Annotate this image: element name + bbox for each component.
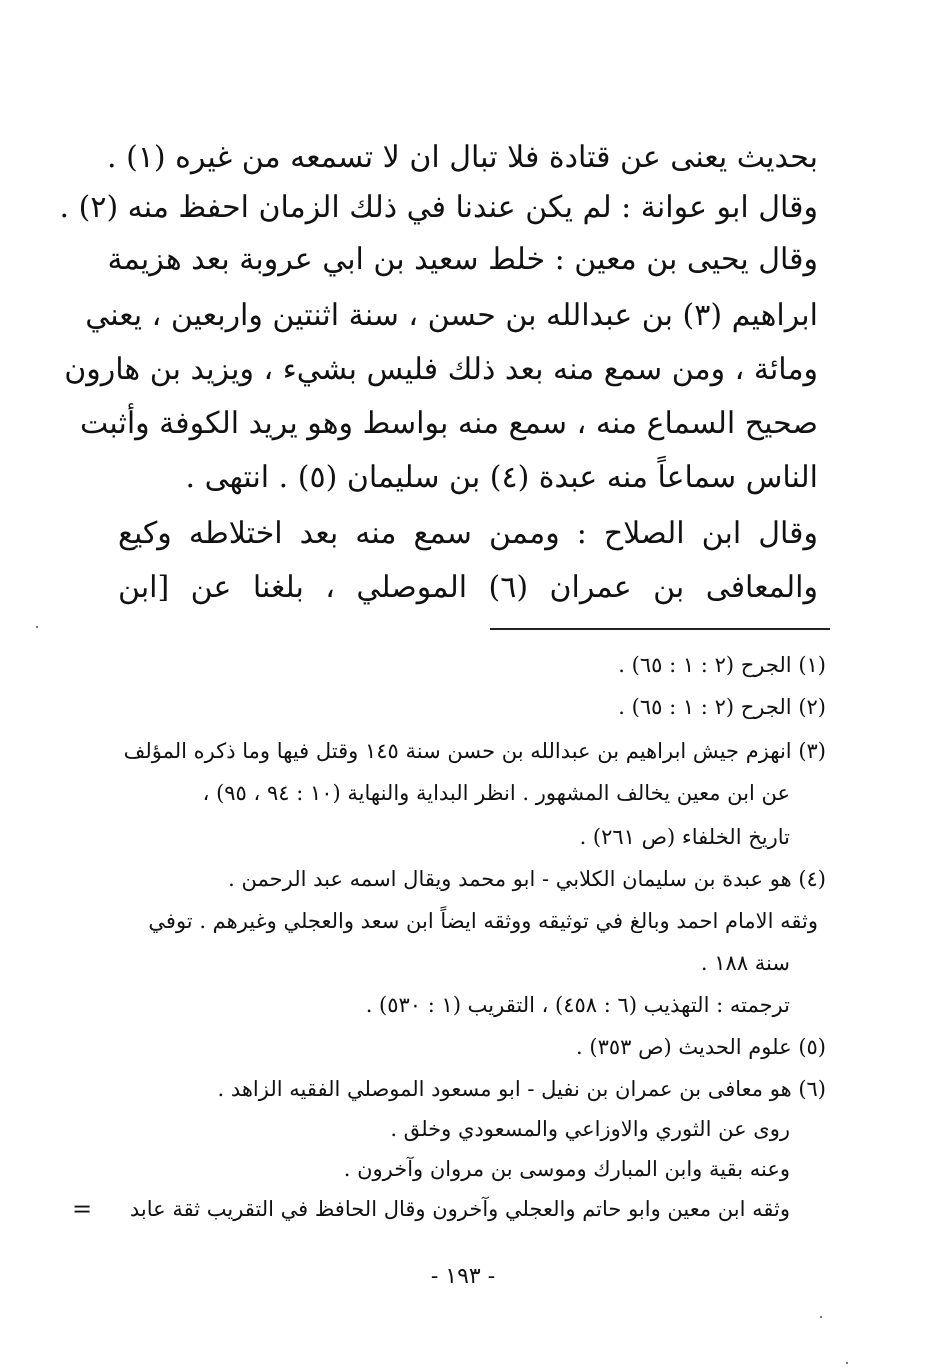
main-text-line-8: وقال ابن الصلاح : وممن سمع منه بعد اختلاطه وكيع <box>118 516 818 551</box>
main-text-line-7: الناس سماعاً منه عبدة (٤) بن سليمان (٥) . انتهى . <box>185 460 818 495</box>
footnote-4-line-3: سنة ١٨٨ . <box>700 951 790 975</box>
continuation-mark: = <box>72 1195 93 1223</box>
footnote-3-line-3: تاريخ الخلفاء (ص ٢٦١) . <box>579 825 790 849</box>
scan-speck <box>846 1362 848 1364</box>
main-text-line-1: بحديث يعنى عن قتادة فلا تبال ان لا تسمعه من غيره (١) . <box>107 140 818 175</box>
footnote-4: (٤) هو عبدة بن سليمان الكلابي - ابو محمد ويقال اسمه عبد الرحمن . <box>228 867 826 891</box>
main-text-line-3: وقال يحيى بن معين : خلط سعيد بن ابي عروبة بعد هزيمة <box>107 242 818 277</box>
main-text-line-5: ومائة ، ومن سمع منه بعد ذلك فليس بشيء ، ويزيد بن هارون <box>64 352 818 387</box>
footnote-2: (٢) الجرح (٢ : ١ : ٦٥) . <box>618 695 826 719</box>
footnote-3-line-2: عن ابن معين يخالف المشهور . انظر البداية والنهاية (١٠ : ٩٤ ، ٩٥) ، <box>202 781 790 805</box>
scan-speck <box>36 626 38 628</box>
footnote-6-line-3: وعنه بقية وابن المبارك وموسى بن مروان وآخرون . <box>343 1157 790 1181</box>
footnote-6-line-2: روى عن الثوري والاوزاعي والمسعودي وخلق . <box>390 1117 790 1141</box>
scan-speck <box>820 1316 822 1318</box>
footnote-6-line-4: وثقه ابن معين وابو حاتم والعجلي وآخرون وقال الحافظ في التقريب ثقة عابد <box>129 1197 790 1221</box>
main-text-line-2: وقال ابو عوانة : لم يكن عندنا في ذلك الزمان احفظ منه (٢) . <box>59 190 818 225</box>
main-text-line-6: صحيح السماع منه ، سمع منه بواسط وهو يريد الكوفة وأثبت <box>79 406 818 441</box>
footnote-separator <box>490 628 830 630</box>
footnote-5: (٥) علوم الحديث (ص ٣٥٣) . <box>576 1035 826 1059</box>
footnote-1: (١) الجرح (٢ : ١ : ٦٥) . <box>618 653 826 677</box>
footnote-6: (٦) هو معافى بن عمران بن نفيل - ابو مسعود الموصلي الفقيه الزاهد . <box>217 1077 826 1101</box>
page-number: - ١٩٣ - <box>430 1264 496 1289</box>
main-text-line-4: ابراهيم (٣) بن عبدالله بن حسن ، سنة اثنتين واربعين ، يعني <box>85 298 818 333</box>
footnote-4-line-2: وثقه الامام احمد وبالغ في توثيقه ووثقه ايضاً ابن سعد والعجلي وغيرهم . توفي <box>148 909 818 933</box>
main-text-line-9: والمعافى بن عمران (٦) الموصلي ، بلغنا عن [ابن <box>118 570 818 605</box>
footnote-4-line-4: ترجمته : التهذيب (٦ : ٤٥٨) ، التقريب (١ : ٥٣٠) . <box>365 993 790 1017</box>
footnote-3: (٣) انهزم جيش ابراهيم بن عبدالله بن حسن سنة ١٤٥ وقتل فيها وما ذكره المؤلف <box>123 739 826 763</box>
